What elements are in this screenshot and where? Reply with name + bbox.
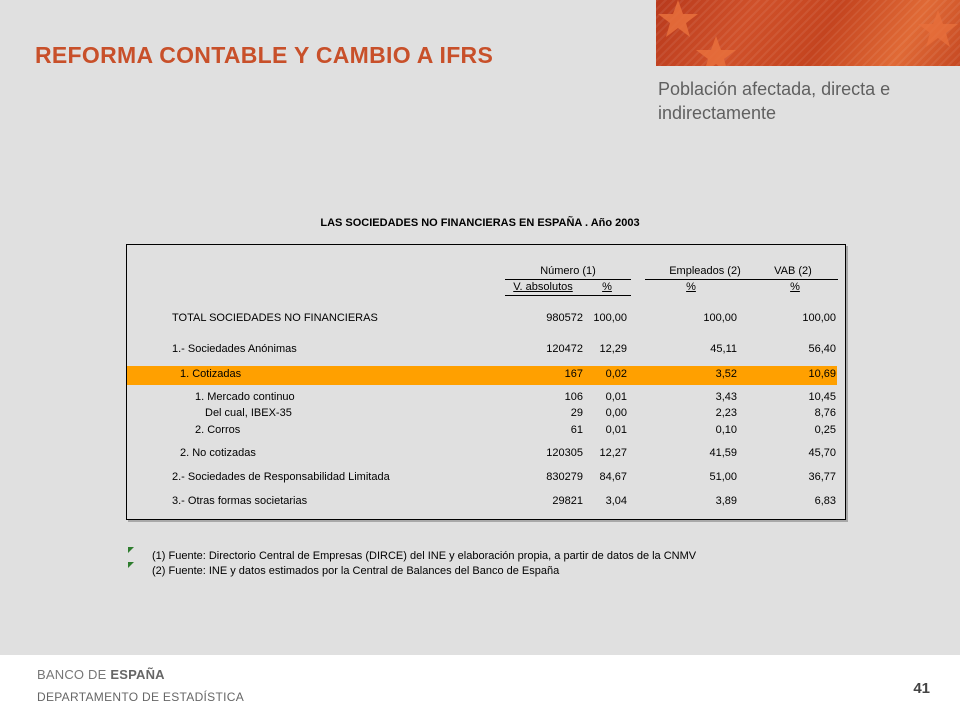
table-title: LAS SOCIEDADES NO FINANCIERAS EN ESPAÑA . Año 2003 — [320, 217, 640, 229]
star-icon — [918, 10, 958, 47]
department-label: DEPARTAMENTO DE ESTADÍSTICA — [37, 690, 245, 704]
table-row-sa: 1.- Sociedades Anónimas 120472 12,29 45,11 56,40 — [172, 343, 836, 355]
table-row-srl: 2.- Sociedades de Responsabilidad Limitada 830279 84,67 51,00 36,77 — [172, 471, 836, 483]
table-row-corros: 2. Corros 61 0,01 0,10 0,25 — [195, 424, 836, 436]
header-numero: Número (1) — [540, 265, 596, 277]
table-row-no-cotizadas: 2. No cotizadas 120305 12,27 41,59 45,70 — [180, 447, 836, 459]
header-empleados: Empleados (2) — [669, 265, 741, 277]
table-row-ibex35: Del cual, IBEX-35 29 0,00 2,23 8,76 — [205, 407, 836, 419]
table-row-mercado-continuo: 1. Mercado continuo 106 0,01 3,43 10,45 — [195, 391, 836, 403]
slide-subtitle: Población afectada, directa e indirectamente — [658, 79, 891, 123]
star-icon — [658, 0, 698, 37]
bullet-flag-icon — [128, 547, 134, 553]
decorative-stars-banner — [656, 0, 960, 66]
subheader-pct-numero: % — [602, 281, 612, 293]
subheader-pct-empleados: % — [686, 281, 696, 293]
star-icon — [696, 36, 736, 66]
bullet-flag-icon — [128, 562, 134, 568]
page-number: 41 — [913, 680, 930, 697]
table-row-cotizadas-highlight: 1. Cotizadas 167 0,02 3,52 10,69 — [127, 366, 837, 385]
table-row-total: TOTAL SOCIEDADES NO FINANCIERAS 980572 100,00 100,00 100,00 — [172, 312, 836, 324]
slide-title: REFORMA CONTABLE Y CAMBIO A IFRS — [35, 42, 494, 68]
table-row-otras: 3.- Otras formas societarias 29821 3,04 3,89 6,83 — [172, 495, 836, 507]
subheader-v-absolutos: V. absolutos — [513, 281, 573, 293]
subheader-pct-vab: % — [790, 281, 800, 293]
header-vab: VAB (2) — [774, 265, 812, 277]
banco-de-espana-logo: BANCO DE ESPAÑA — [37, 667, 165, 682]
